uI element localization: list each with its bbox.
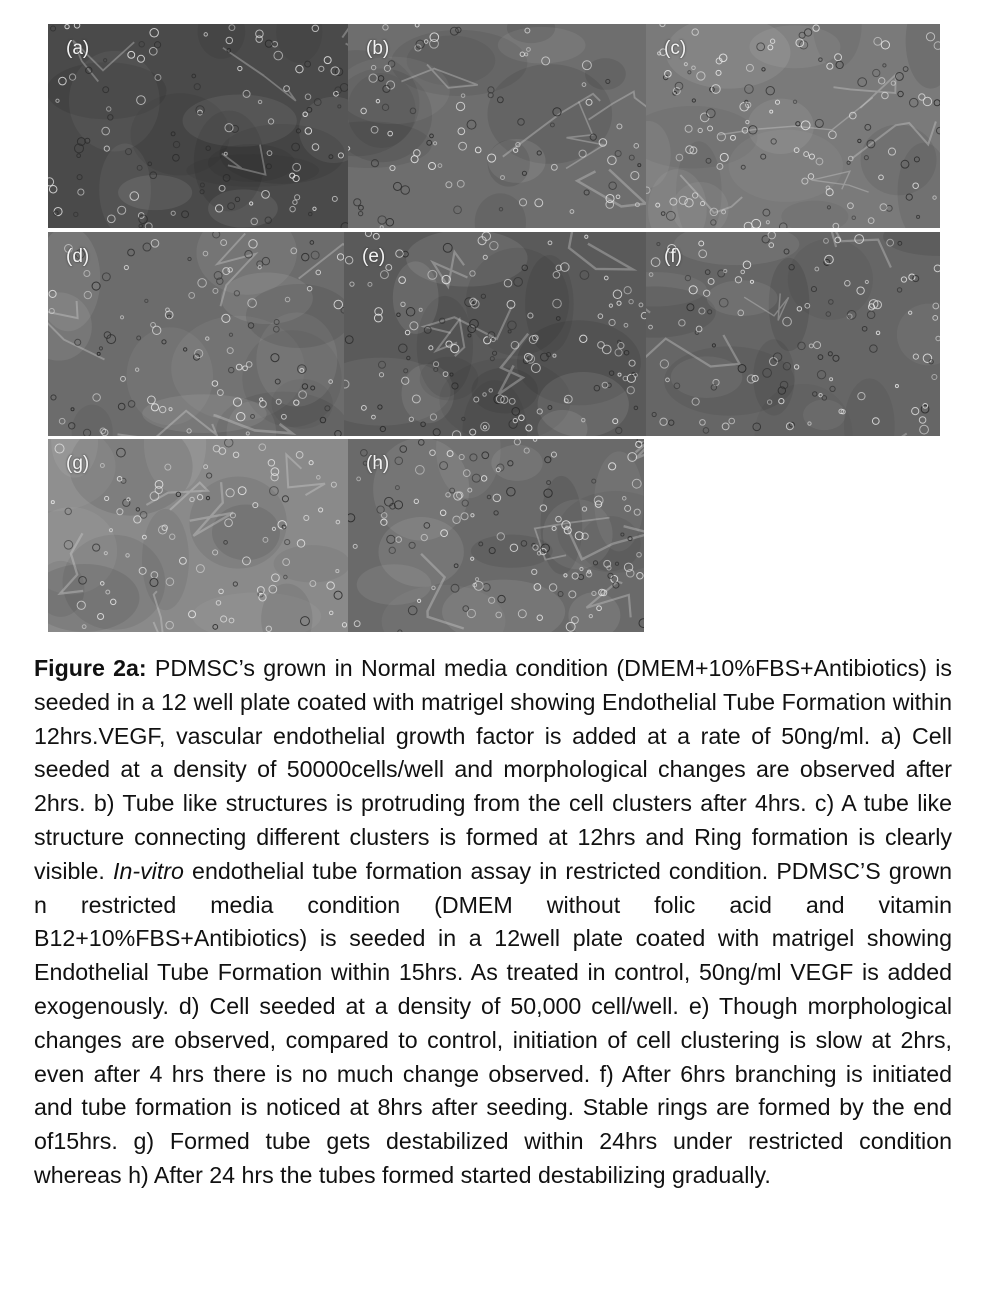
panel-label-e: (e): [362, 246, 386, 267]
panel-h: [348, 439, 644, 632]
caption-italic: In-vitro: [113, 857, 184, 884]
micrograph-h: [348, 439, 644, 632]
caption-heading: Figure 2a:: [34, 655, 147, 681]
micrograph-g: [48, 439, 348, 632]
caption-text-1: PDMSC’s grown in Normal media condition (DMEM+10%FBS+Antibiotics) is seeded in a 12 well plate coated with matrigel showing Endothelial Tube Formation within 12hrs.VEGF, vascular endothelial growth factor is added at a rate of 50ng/ml. a) Cell seeded at a density of 50000cells/well and morphological changes are observed after 2hrs. b) Tube like structures is protruding from the cell clusters after 4hrs. c) A tube like structure connecting different clusters is formed at 12hrs and Ring formation is clearly visible.: [34, 655, 952, 884]
micrograph-e: [344, 232, 646, 436]
panel-g: [48, 439, 349, 632]
panel-a: [48, 24, 349, 228]
panel-label-f: (f): [664, 246, 682, 267]
panel-c: [646, 24, 940, 228]
panel-f: [646, 232, 940, 436]
panel-b: [348, 24, 647, 228]
panel-label-h: (h): [366, 453, 390, 474]
micrograph-d: [48, 232, 344, 436]
panel-label-b: (b): [366, 38, 390, 59]
caption-text-2: endothelial tube formation assay in restricted condition. PDMSC’S grown n restricted media condition (DMEM without folic acid and vitamin B12+10%FBS+Antibiotics) is seeded in a 12well plate coated with matrigel showing Endothelial Tube Formation within 15hrs. As treated in control, 50ng/ml VEGF is added exogenously. d) Cell seeded at a density of 50,000 cell/well. e) Though morphological changes are observed, compared to control, initiation of cell clustering is slow at 2hrs, even after 4 hrs there is no much change observed. f) After 6hrs branching is initiated and tube formation is noticed at 8hrs after seeding. Stable rings are formed by the end of15hrs. g) Formed tube gets destabilized within 24hrs under restricted condition whereas h) After 24 hrs the tubes formed started destabilizing gradually.: [34, 857, 952, 1188]
panel-label-g: (g): [66, 453, 90, 474]
micrograph-c: [646, 24, 940, 228]
micrograph-a: [48, 24, 348, 228]
panel-label-d: (d): [66, 246, 90, 267]
micrograph-f: [646, 232, 940, 436]
micrograph-figure: [48, 24, 940, 632]
panel-e: [344, 232, 647, 436]
micrograph-b: [348, 24, 646, 228]
panel-d: [48, 232, 345, 436]
panel-label-c: (c): [664, 38, 687, 59]
panel-label-a: (a): [66, 38, 90, 59]
figure-caption: [34, 652, 952, 1193]
